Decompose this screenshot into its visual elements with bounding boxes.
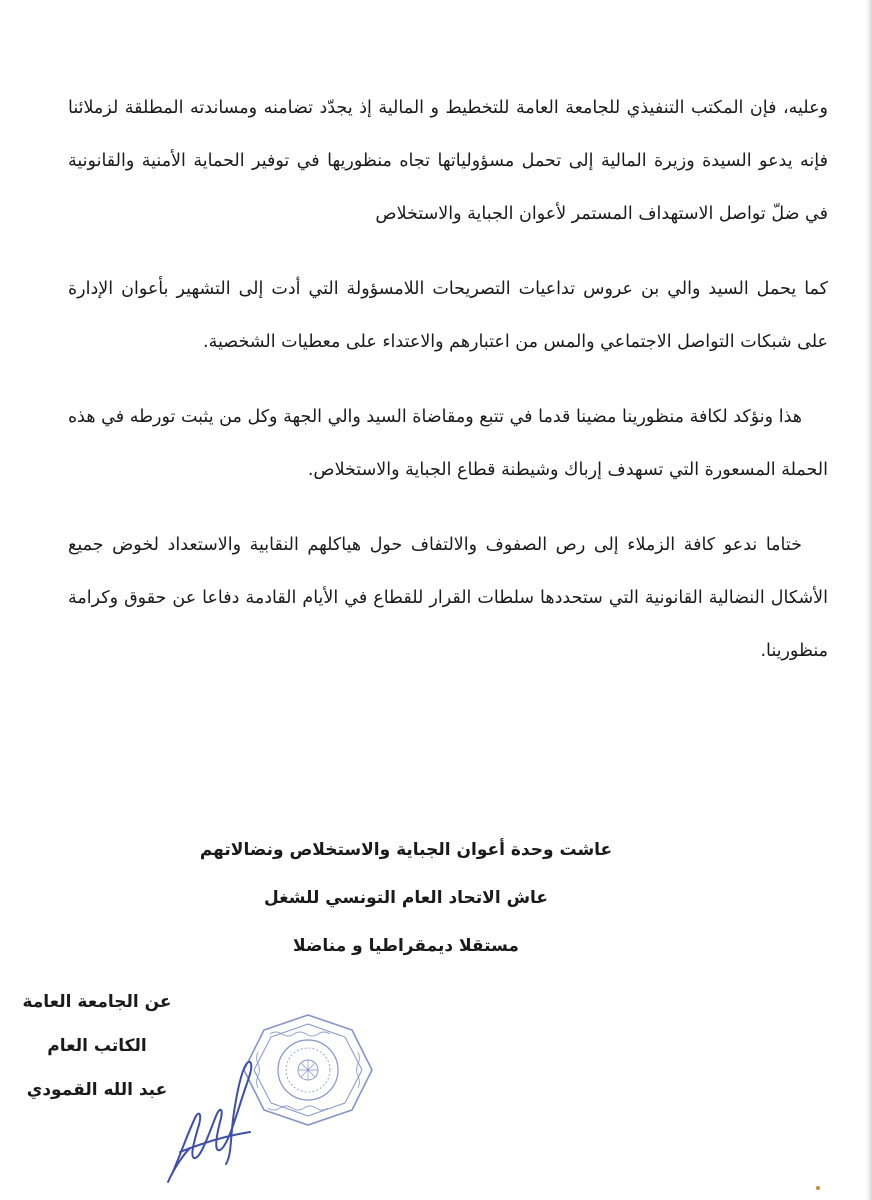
slogan-1: عاشت وحدة أعوان الجباية والاستخلاص ونضالاتهم — [199, 840, 613, 860]
handwritten-signature — [150, 1036, 270, 1186]
letter-body — [68, 82, 828, 700]
signature-title: الكاتب العام — [47, 1036, 147, 1056]
paragraph-2: كما يحمل السيد والي بن عروس تداعيات التصريحات اللامسؤولة التي أدت إلى التشهير بأعوان الإدارة على شبكات التواصل الاجتماعي والمس من اعتبارهم والاعتداء على معطيات الشخصية. — [68, 279, 828, 352]
paragraph-3: هذا ونؤكد لكافة منظورينا مضينا قدما في تتبع ومقاضاة السيد والي الجهة وكل من يثبت تورطه في هذه الحملة المسعورة التي تسهدف إرباك وشيطنة قطاع الجباية والاستخلاص. — [68, 407, 828, 480]
paragraph-4: ختاما ندعو كافة الزملاء إلى رص الصفوف والالتفاف حول هياكلهم النقابية والاستعداد لخوض جميع الأشكال النضالية القانونية التي ستحددها سلطات القرار للقطاع في الأيام القادمة دفاعا عن حقوق وكرامة منظورينا. — [68, 535, 828, 661]
paper-speck — [816, 1186, 820, 1190]
signature-name: عبد الله القمودي — [26, 1080, 168, 1100]
slogan-2: عاش الاتحاد العام التونسي للشغل — [263, 888, 549, 908]
signature-on-behalf: عن الجامعة العامة — [22, 992, 172, 1012]
page-edge — [866, 0, 872, 1200]
slogans-block — [0, 826, 872, 970]
slogan-3: مستقلا ديمقراطيا و مناضلا — [293, 936, 519, 956]
paragraph-1: وعليه، فإن المكتب التنفيذي للجامعة العامة للتخطيط و المالية إذ يجدّد تضامنه ومساندته المطلقة لزملائنا فإنه يدعو السيدة وزيرة المالية إلى تحمل مسؤولياتها تجاه منظوريها في توفير الحماية الأمنية والقانونية في ضلّ تواصل الاستهداف المستمر لأعوان الجباية والاستخلاص — [68, 98, 828, 224]
